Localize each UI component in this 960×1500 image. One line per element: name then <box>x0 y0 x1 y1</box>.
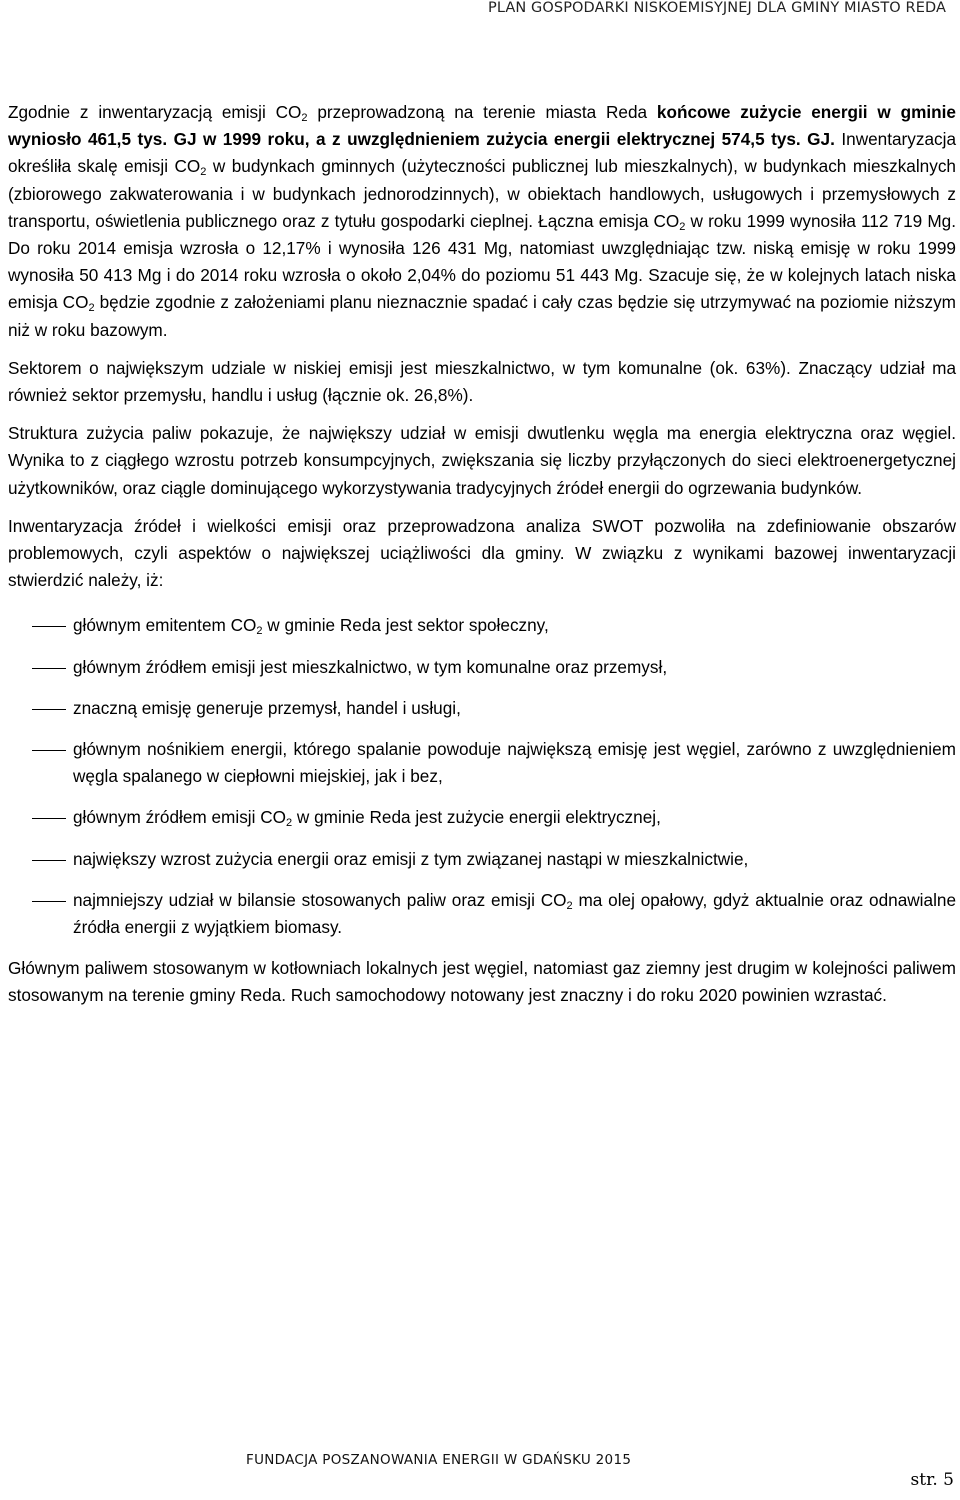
list-item: największy wzrost zużycia energii oraz emisji z tym związanej nastąpi w mieszkalnictwie, <box>8 846 956 873</box>
list-item: najmniejszy udział w bilansie stosowanych paliw oraz emisji $CO_2$ ma olej opałowy, gdyż aktualnie oraz odnawialne źródła energii z wyjątkiem biomasy. <box>8 887 956 941</box>
list-item: znaczną emisję generuje przemysł, handel i usługi, <box>8 695 956 722</box>
running-header: PLAN GOSPODARKI NISKOEMISYJNEJ DLA GMINY MIASTO REDA <box>488 0 946 16</box>
footer-organization: FUNDACJA POSZANOWANIA ENERGII W GDAŃSKU 2015 <box>246 1452 632 1468</box>
findings-list <box>8 612 956 941</box>
paragraph-fuel-structure: Struktura zużycia paliw pokazuje, że największy udział w emisji dwutlenku węgla ma energia elektryczna oraz węgiel. Wynika to z ciągłego wzrostu potrzeb konsumpcyjnych, zwiększania się liczby przyłączonych do sieci elektroenergetycznej użytkowników, oraz ciągle dominującego wykorzystywania tradycyjnych źródeł energii do ogrzewania budynków. <box>8 423 956 498</box>
list-item: głównym źródłem emisji $CO_2$ w gminie Reda jest zużycie energii elektrycznej, <box>8 804 956 831</box>
bold-energy-consumption: końcowe zużycie energii w gminie wyniosło 461,5 tys. GJ w 1999 roku, a z uwzględnieniem zużycia energii elektrycznej 574,5 tys. GJ. <box>8 102 956 150</box>
list-item: głównym nośnikiem energii, którego spalanie powoduje największą emisję jest węgiel, zarówno z uwzględnieniem węgla spalanego w ciepłowni miejskiej, jak i bez, <box>8 736 956 790</box>
paragraph-swot: Inwentaryzacja źródeł i wielkości emisji oraz przeprowadzona analiza SWOT pozwoliła na zdefiniowanie obszarów problemowych, czyli aspektów o największej uciążliwości dla gminy. W związku z wynikami bazowej inwentaryzacji stwierdzić należy, iż: <box>8 515 956 591</box>
list-item: głównym emitentem $CO_2$ w gminie Reda jest sektor społeczny, <box>8 612 956 639</box>
paragraph-fuels-traffic: Głównym paliwem stosowanym w kotłowniach lokalnych jest węgiel, natomiast gaz ziemny jest drugim w kolejności paliwem stosowanym na terenie gminy Reda. Ruch samochodowy notowany jest znaczny i do roku 2020 powinien wzrastać. <box>8 958 956 1006</box>
page-content <box>8 99 956 1010</box>
paragraph-emission-inventory: Zgodnie z inwentaryzacją emisji $CO_2$ przeprowadzoną na terenie miasta Reda końcowe zużycie energii w gminie wyniosło 461,5 tys. GJ w 1999 roku, a z uwzględnieniem zużycia energii elektrycznej 574,5 tys. GJ. Inwentaryzacja określiła skalę emisji $CO_2$ w budynkach gminnych (użyteczności publicznej lub mieszkalnych), w budynkach mieszkalnych (zbiorowego zakwaterowania i w budynkach jednorodzinnych), w obiektach handlowych, usługowych i przemysłowych z transportu, oświetlenia publicznego oraz z tytułu gospodarki cieplnej. Łączna emisja $CO_2$ w roku 1999 wynosiła 112 719 Mg. Do roku 2014 emisja wzrosła o 12,17% i wynosiła 126 431 Mg, natomiast uwzględniając tzw. niską emisję w roku 1999 wynosiła 50 413 Mg i do 2014 roku wzrosła o około 2,04% do poziomu 51 443 Mg. Szacuje się, że w kolejnych latach niska emisja $CO_2$ będzie zgodnie z założeniami planu nieznacznie spadać i cały czas będzie się utrzymywać na poziomie niższym niż w roku bazowym. <box>8 102 956 340</box>
list-item: głównym źródłem emisji jest mieszkalnictwo, w tym komunalne oraz przemysł, <box>8 654 956 681</box>
paragraph-sectors: Sektorem o największym udziale w niskiej emisji jest mieszkalnictwo, w tym komunalne (ok. 63%). Znaczący udział ma również sektor przemysłu, handlu i usług (łącznie ok. 26,8%). <box>8 357 956 406</box>
page-number: str. 5 <box>910 1470 954 1490</box>
